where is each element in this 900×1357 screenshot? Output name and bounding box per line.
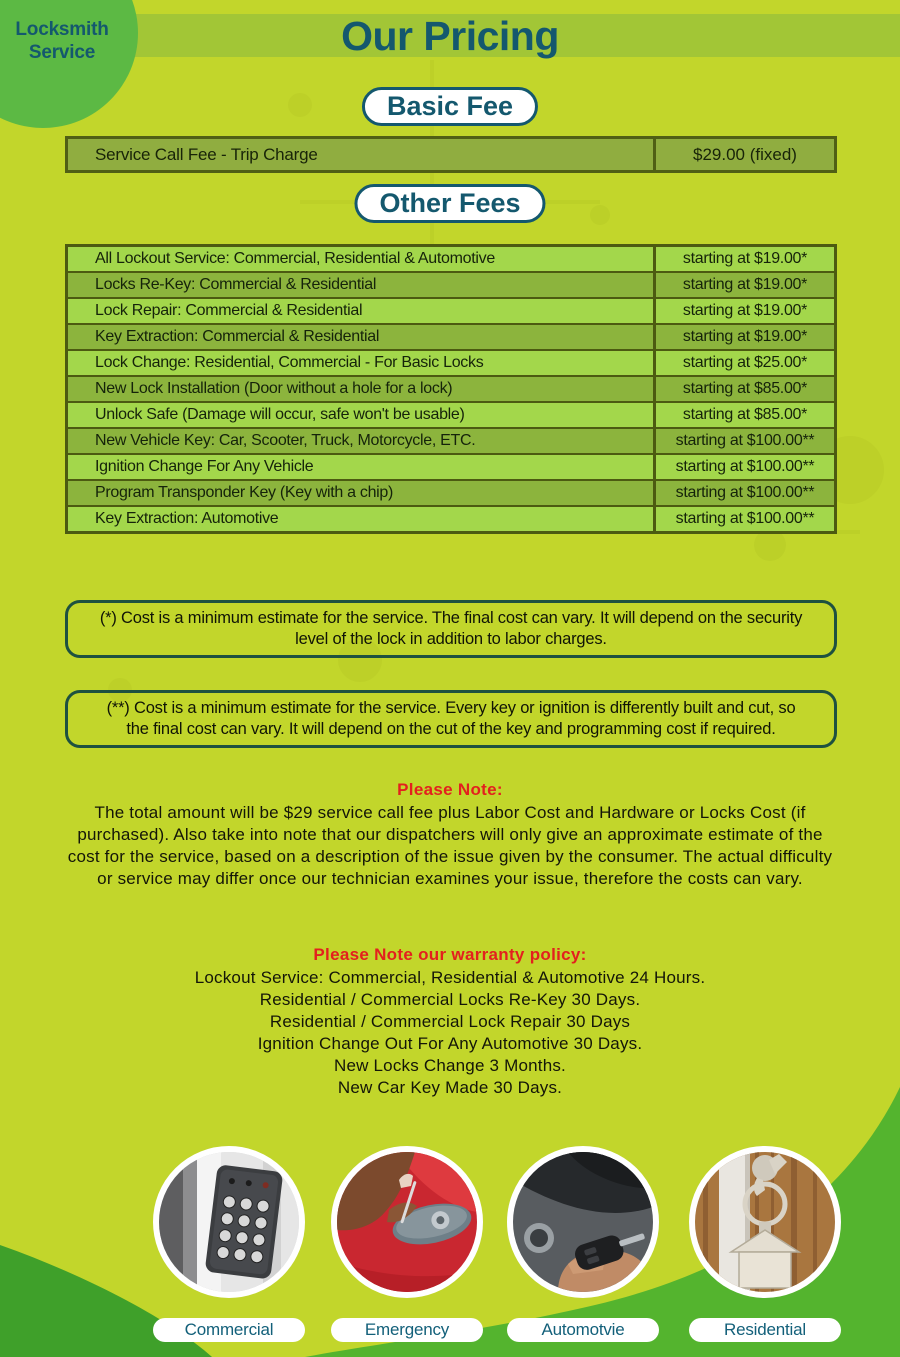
category-label-automotive[interactable] (507, 1318, 659, 1342)
table-row (68, 247, 834, 273)
category-label-text: Emergency (364, 1320, 450, 1339)
service-name: Lock Change: Residential, Commercial - For Basic Locks (95, 354, 484, 371)
category-label-residential[interactable] (689, 1318, 841, 1342)
basic-fee-service: Service Call Fee - Trip Charge (95, 144, 318, 164)
category-label-text: Commercial (184, 1320, 274, 1339)
warranty-line: Ignition Change Out For Any Automotive 30 Days. (257, 1034, 643, 1053)
warranty-line: Lockout Service: Commercial, Residential & Automotive 24 Hours. (194, 968, 706, 987)
service-name: Program Transponder Key (Key with a chip) (95, 484, 394, 501)
table-row (68, 507, 834, 531)
brand-line-1: Locksmith (15, 19, 109, 40)
star-note-text: (*) Cost is a minimum estimate for the service. The final cost can vary. It will depend on the security level of the lock in addition to labor charges. (99, 609, 803, 648)
service-price: starting at $85.00* (653, 403, 834, 427)
service-name: New Lock Installation (Door without a hole for a lock) (95, 380, 453, 397)
basic-fee-price: $29.00 (fixed) (653, 139, 834, 170)
basic-fee-heading: Basic Fee (362, 87, 538, 126)
car-key-ignition-photo[interactable] (507, 1146, 659, 1298)
other-fees-heading: Other Fees (354, 184, 545, 223)
service-name: Key Extraction: Automotive (95, 510, 279, 527)
service-name: All Lockout Service: Commercial, Residential & Automotive (95, 250, 495, 267)
service-price: starting at $85.00* (653, 377, 834, 401)
category-label-emergency[interactable] (331, 1318, 483, 1342)
page-title: Our Pricing (341, 13, 559, 59)
warranty-line: Residential / Commercial Locks Re-Key 30 Days. (259, 990, 641, 1009)
service-price: starting at $19.00* (653, 273, 834, 297)
double-star-note-text: (**) Cost is a minimum estimate for the service. Every key or ignition is differently built and cut, so the final cost can vary. It will depend on the cut of the key and programming cost if required. (106, 699, 796, 738)
service-price: starting at $100.00** (653, 455, 834, 479)
warranty-line: New Locks Change 3 Months. (334, 1056, 566, 1075)
warranty-line: Residential / Commercial Lock Repair 30 Days (269, 1012, 631, 1031)
service-name: Key Extraction: Commercial & Residential (95, 328, 380, 345)
table-row (68, 455, 834, 481)
service-name: New Vehicle Key: Car, Scooter, Truck, Motorcycle, ETC. (95, 432, 476, 449)
service-price: starting at $100.00** (653, 507, 834, 531)
warranty-heading: Please Note our warranty policy: (313, 945, 587, 964)
basic-fee-row (65, 136, 837, 173)
table-row (68, 273, 834, 299)
service-name: Unlock Safe (Damage will occur, safe won't be usable) (95, 406, 465, 423)
double-star-note-box (65, 690, 837, 748)
category-label-commercial[interactable] (153, 1318, 305, 1342)
category-label-text: Residential (724, 1320, 806, 1339)
brand-line-2: Service (28, 42, 96, 63)
service-name: Locks Re-Key: Commercial & Residential (95, 276, 377, 293)
table-row (68, 325, 834, 351)
car-door-unlock-photo[interactable] (331, 1146, 483, 1298)
door-keypad-photo[interactable] (153, 1146, 305, 1298)
table-row (68, 403, 834, 429)
warranty-line: New Car Key Made 30 Days. (337, 1078, 563, 1097)
house-keychain-photo[interactable] (689, 1146, 841, 1298)
service-price: starting at $100.00** (653, 429, 834, 453)
service-price: starting at $25.00* (653, 351, 834, 375)
table-row (68, 377, 834, 403)
other-fees-table (65, 244, 837, 534)
please-note-heading: Please Note: (397, 780, 503, 799)
table-row (68, 299, 834, 325)
table-row (68, 351, 834, 377)
category-label-text: Automotvie (541, 1320, 625, 1339)
service-price: starting at $19.00* (653, 247, 834, 271)
please-note-body: The total amount will be $29 service call fee plus Labor Cost and Hardware or Locks Cost (if purchased). Also take into note that our dispatchers will only give an approximate estimate of the cost for the service, based on a description of the issue given by the consumer. The actual difficulty or service may differ once our technician examines your issue, therefore the costs can vary. (67, 803, 833, 888)
service-price: starting at $100.00** (653, 481, 834, 505)
service-price: starting at $19.00* (653, 299, 834, 323)
service-price: starting at $19.00* (653, 325, 834, 349)
table-row (68, 481, 834, 507)
service-name: Lock Repair: Commercial & Residential (95, 302, 363, 319)
table-row (68, 429, 834, 455)
star-note-box (65, 600, 837, 658)
service-name: Ignition Change For Any Vehicle (95, 458, 314, 475)
